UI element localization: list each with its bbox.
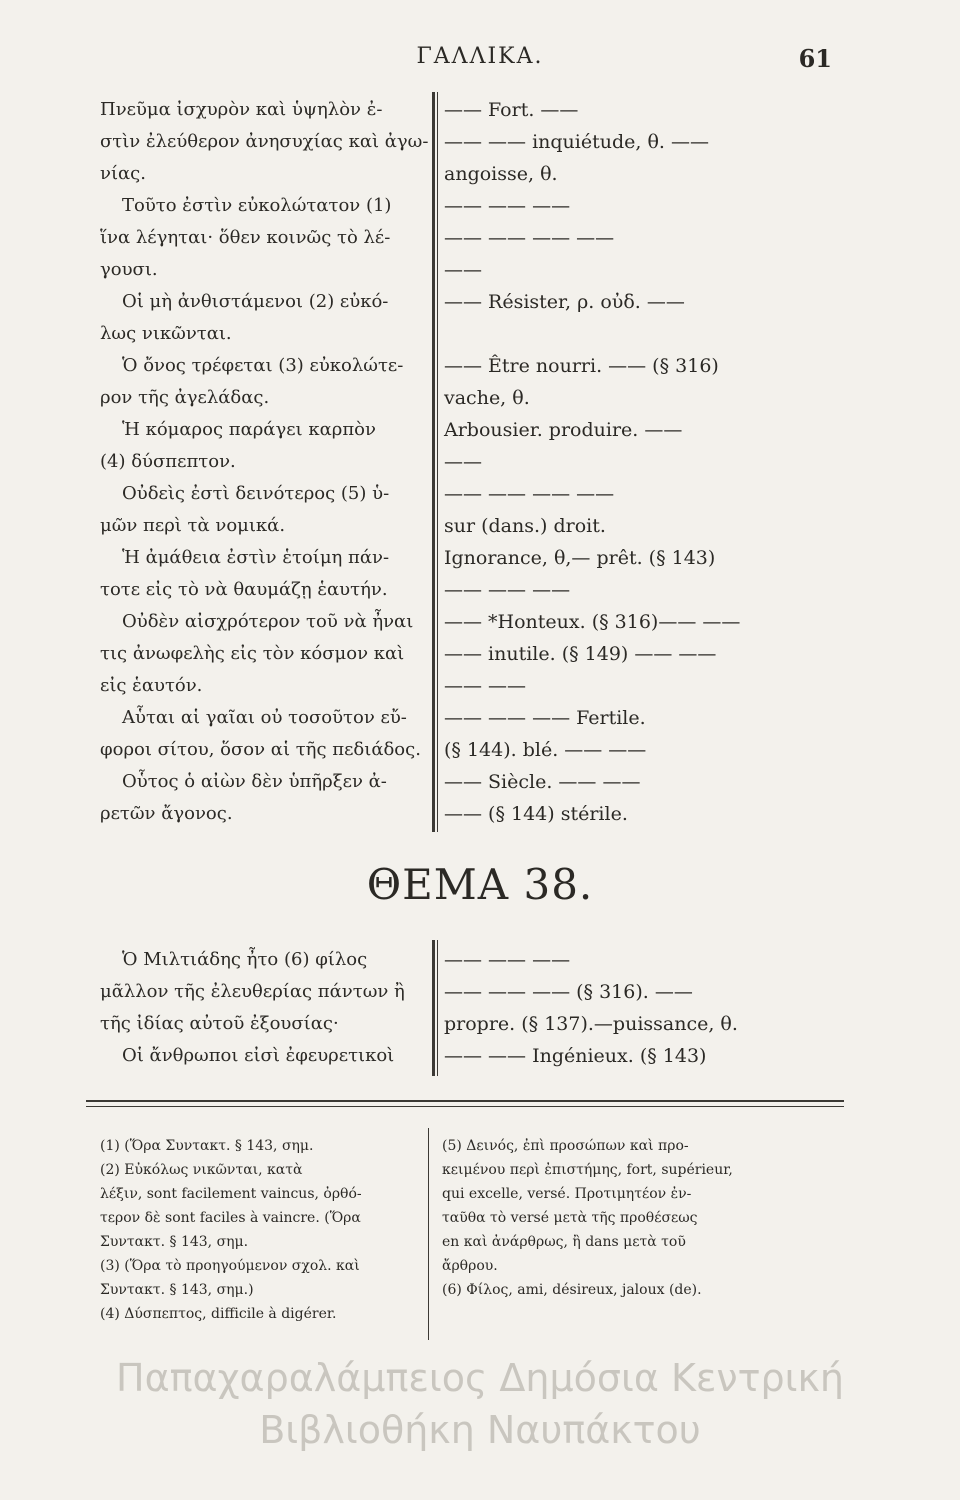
french-line: —— —— —— Fertile. [444,707,646,729]
french-line: —— Être nourri. —— (§ 316) [444,355,719,377]
theme-heading: ΘΕΜΑ 38. [366,860,594,909]
footnote-line: λέξιν, sont facilement vaincus, ὀρθό- [100,1186,362,1202]
footnote-line: (3) (Ὅρα τὸ προηγούμενον σχολ. καὶ [100,1258,360,1274]
french-line: —— —— —— [444,195,571,217]
greek-text-column [100,94,430,830]
french-line: —— Fort. —— [444,99,579,121]
greek-line: μᾶλλον τῆς ἐλευθερίας πάντων ἢ [100,981,405,1002]
greek-line: Οἱ μὴ ἀνθιστάμενοι (2) εὐκό- [122,291,389,312]
footnote-separator-thin [86,1106,844,1107]
greek-line: ἵνα λέγηται· ὅθεν κοινῶς τὸ λέ- [100,227,391,248]
greek-line: μῶν περὶ τὰ νομικά. [100,515,286,536]
footnote-line: (2) Εὐκόλως νικῶνται, κατὰ [100,1162,303,1178]
greek-line: (4) δύσπεπτον. [100,451,236,472]
french-line: —— —— —— —— [444,483,615,505]
greek-line: εἰς ἑαυτόν. [100,675,203,696]
french-line: sur (dans.) droit. [444,515,606,537]
french-line: —— Siècle. —— —— [444,771,641,793]
french-line: —— inutile. (§ 149) —— —— [444,643,717,665]
footnotes-left [100,1134,420,1326]
footnote-line: τερον δὲ sont faciles à vaincre. (Ὅρα [100,1210,361,1226]
greek-line: στὶν ἐλεύθερον ἀνησυχίας καὶ ἀγω- [100,131,429,152]
footnote-line: ἄρθρου. [442,1258,498,1274]
greek-text-column-2 [100,944,430,1072]
french-text-column-2 [444,944,824,1072]
french-line: propre. (§ 137).—puissance, θ. [444,1013,738,1035]
greek-line: ρον τῆς ἀγελάδας. [100,387,270,408]
french-line: —— [444,259,482,281]
greek-line: Ἡ ἀμάθεια ἐστὶν ἑτοίμη πάν- [122,547,390,568]
french-line: —— Résister, ρ. οὐδ. —— [444,291,685,313]
greek-line: Πνεῦμα ἰσχυρὸν καὶ ὑψηλὸν ἐ- [100,99,383,120]
column-divider-inner [437,92,438,832]
greek-line: Ἡ κόμαρος παράγει καρπὸν [122,419,376,440]
greek-line: γουσι. [100,259,158,280]
greek-line: Αὗται αἱ γαῖαι οὐ τοσοῦτον εὔ- [122,707,407,728]
french-line: —— —— —— [444,579,571,601]
greek-line: τῆς ἰδίας αὐτοῦ ἐξουσίας· [100,1013,339,1034]
footnote-line: ταῦθα τὸ versé μετὰ τῆς προθέσεως [442,1210,698,1226]
french-line: vache, θ. [444,387,530,409]
footnote-line: en καὶ ἀνάρθρως, ἢ dans μετὰ τοῦ [442,1234,686,1250]
library-watermark-line-1: Παπαχαραλάμπειος Δημόσια Κεντρική [116,1356,844,1400]
greek-line: ρετῶν ἄγονος. [100,803,233,824]
french-line: —— —— inquiétude, θ. —— [444,131,709,153]
french-line: angoisse, θ. [444,163,558,185]
greek-line: Ὁ ὄνος τρέφεται (3) εὐκολώτε- [122,355,404,376]
footnote-line: (6) Φίλος, ami, désireux, jaloux (de). [442,1282,702,1298]
footnote-separator [86,1100,844,1102]
greek-line: τις ἀνωφελὴς εἰς τὸν κόσμον καὶ [100,643,405,664]
french-text-column [444,94,824,830]
greek-line: τοτε εἰς τὸ νὰ θαυμάζῃ ἑαυτήν. [100,579,388,600]
library-watermark-line-2: Βιβλιοθήκη Ναυπάκτου [259,1408,701,1452]
french-line: Arbousier. produire. —— [444,419,683,441]
greek-line: Οἱ ἄνθρωποι εἰσὶ ἐφευρετικοὶ [122,1045,395,1066]
french-line: —— —— —— —— [444,227,615,249]
greek-line: Οὐδεὶς ἐστὶ δεινότερος (5) ὑ- [122,483,390,504]
french-line: —— —— —— [444,949,571,971]
greek-line: Οὗτος ὁ αἰὼν δὲν ὑπῆρξεν ἀ- [122,771,387,792]
french-line: —— [444,451,482,473]
column-divider-inner [437,940,438,1076]
footnote-line: qui excelle, versé. Προτιμητέον ἐν- [442,1186,692,1202]
french-line: (§ 144). blé. —— —— [444,739,647,761]
greek-line: Τοῦτο ἐστὶν εὐκολώτατον (1) [122,195,392,216]
french-line: —— —— —— (§ 316). —— [444,981,693,1003]
column-divider [432,92,435,832]
french-line: —— (§ 144) stérile. [444,803,628,825]
french-line [444,318,824,350]
french-line: —— —— Ingénieux. (§ 143) [444,1045,707,1067]
greek-line: λως νικῶνται. [100,323,232,344]
page-number: 61 [798,44,832,73]
greek-line: φοροι σίτου, ὅσον αἱ τῆς πεδιάδος. [100,739,421,760]
french-line: —— *Honteux. (§ 316)—— —— [444,611,741,633]
running-header-title: ΓΑΛΛΙΚΑ. [416,44,544,69]
footnote-column-divider [428,1128,429,1340]
french-line: —— —— [444,675,527,697]
footnote-line: Συντακτ. § 143, σημ. [100,1234,249,1250]
greek-line: Ὁ Μιλτιάδης ἦτο (6) φίλος [122,949,368,970]
footnote-line: (5) Δεινός, ἐπὶ προσώπων καὶ προ- [442,1138,689,1154]
footnote-line: Συντακτ. § 143, σημ.) [100,1282,254,1298]
footnote-line: (1) (Ὅρα Συντακτ. § 143, σημ. [100,1138,314,1154]
footnote-line: κειμένου περὶ ἐπιστήμης, fort, supérieur, [442,1162,733,1178]
greek-line: Οὐδὲν αἰσχρότερον τοῦ νὰ ἦναι [122,611,414,632]
greek-line: νίας. [100,163,146,184]
footnotes-right [442,1134,842,1302]
french-line: Ignorance, θ,— prêt. (§ 143) [444,547,716,569]
footnote-line: (4) Δύσπεπτος, difficile à digérer. [100,1306,337,1322]
column-divider [432,940,435,1076]
